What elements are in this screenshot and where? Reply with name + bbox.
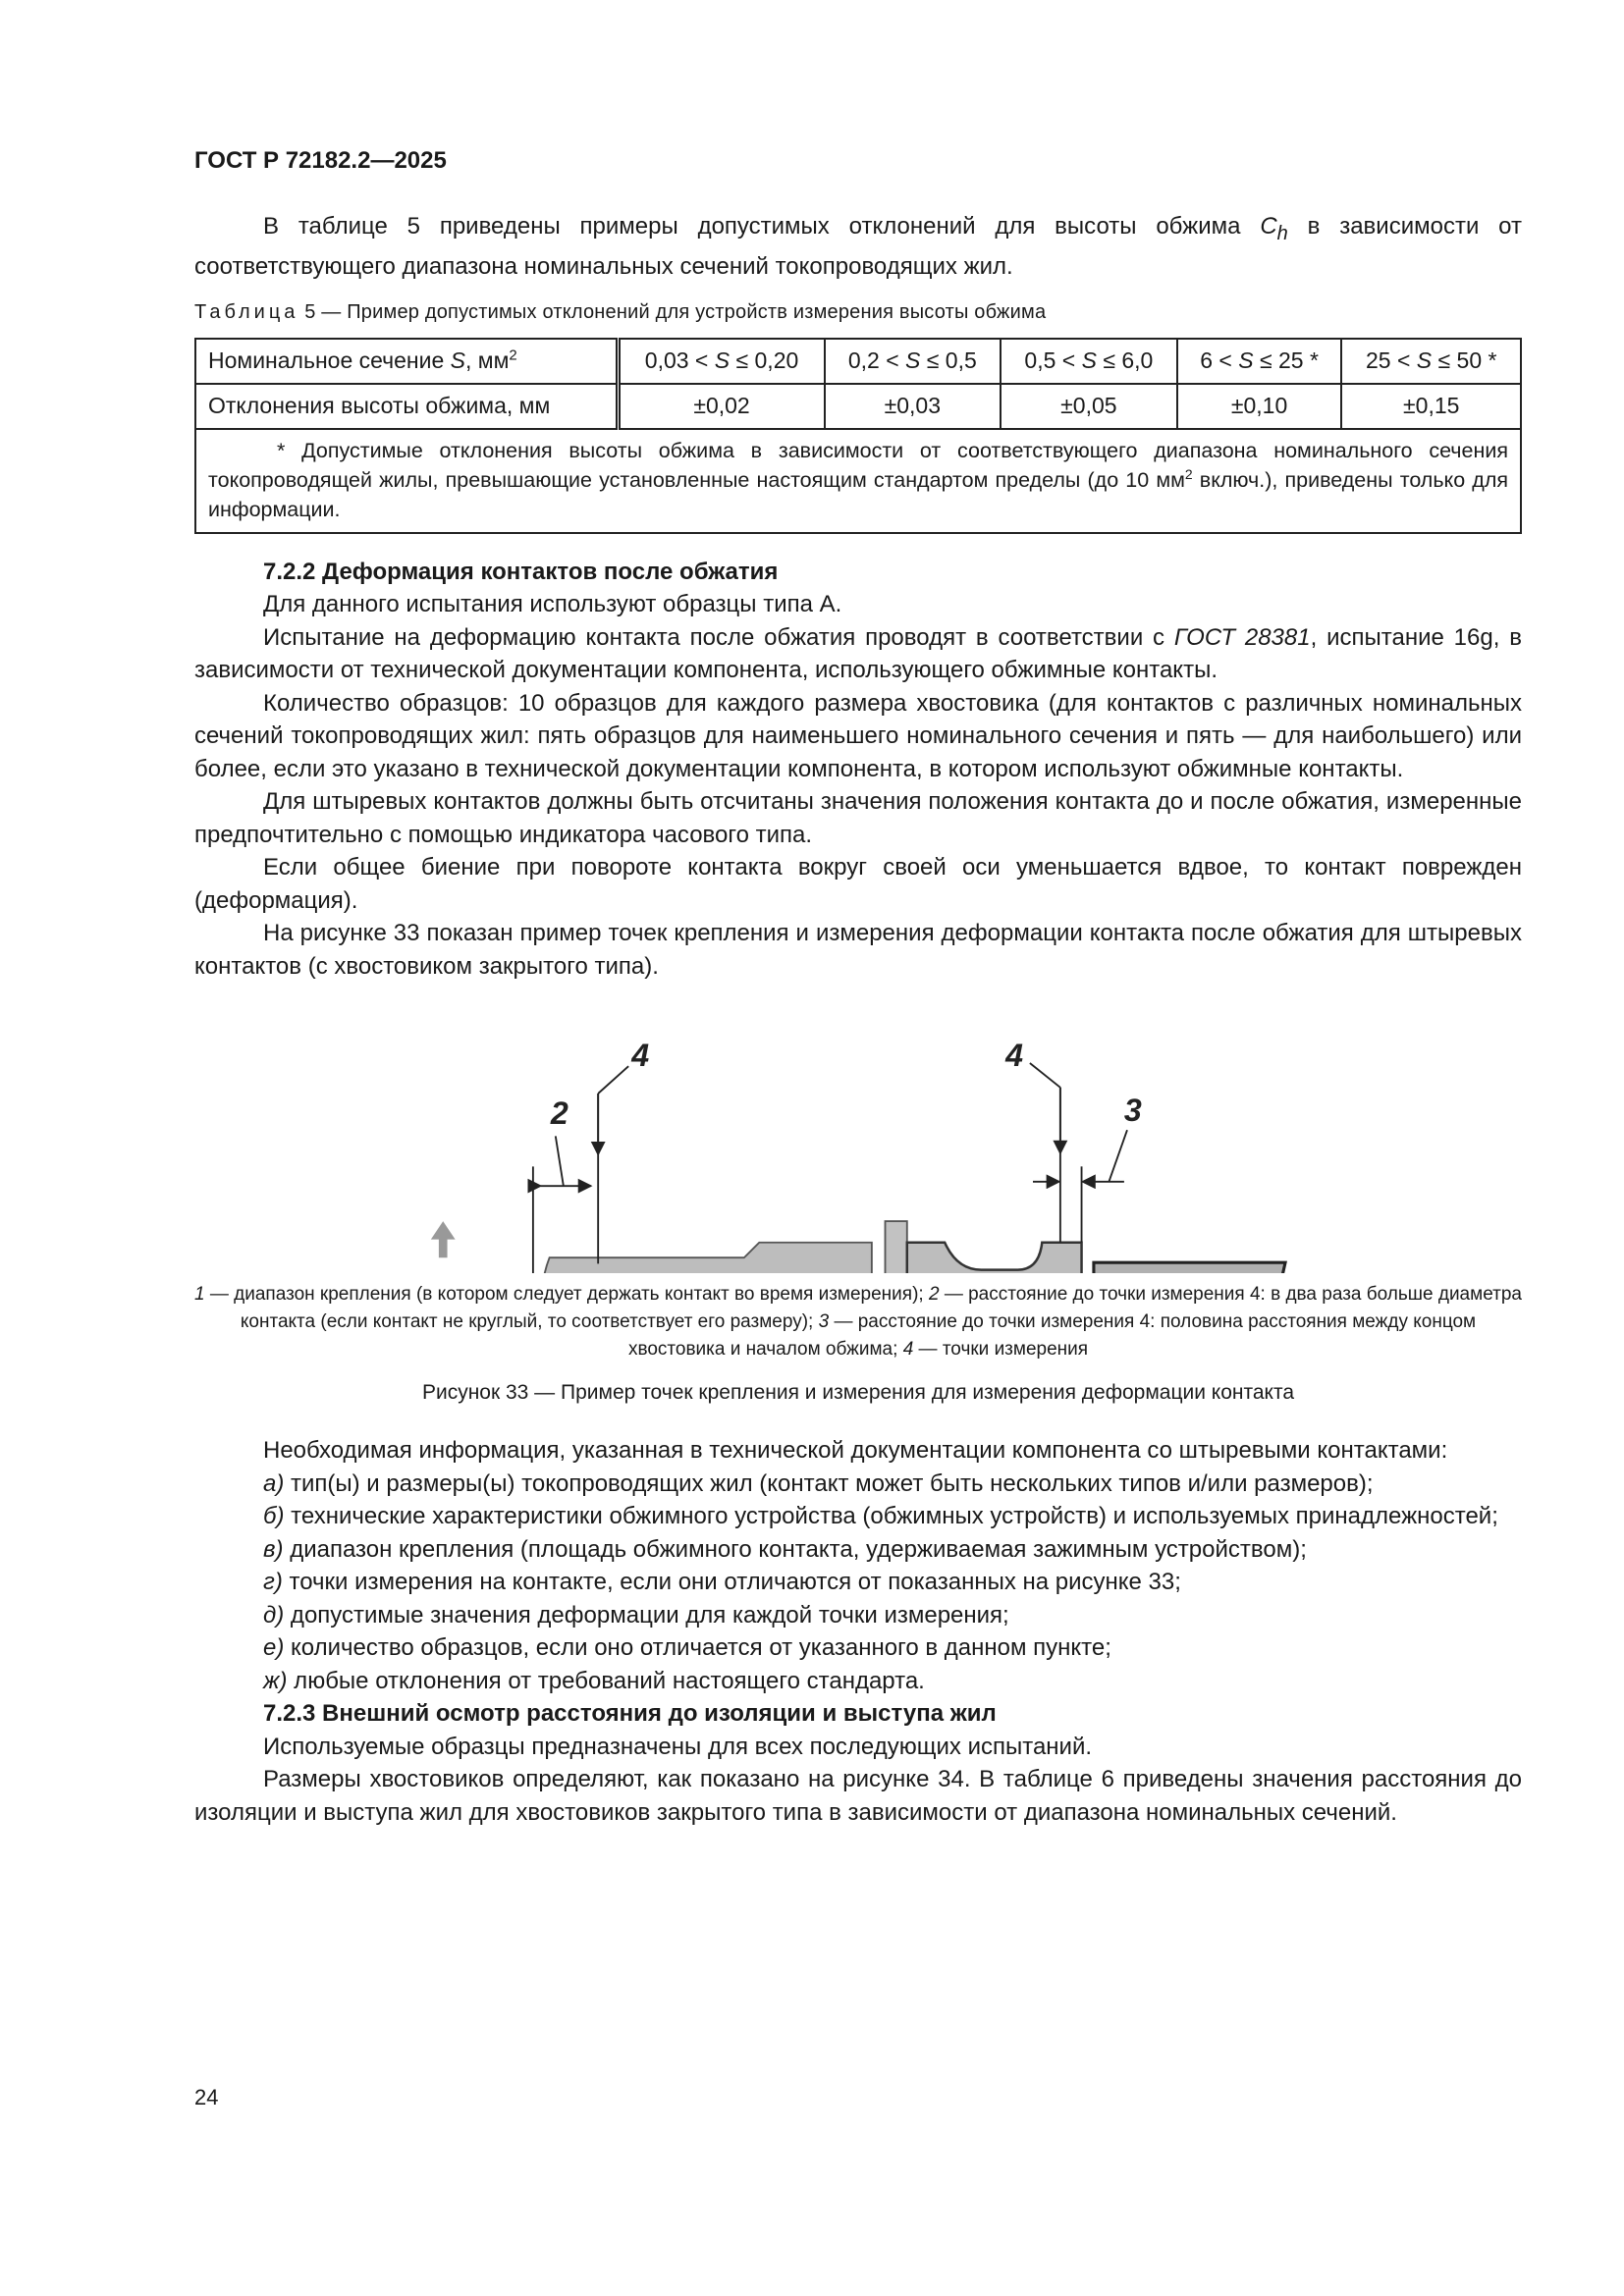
value-cell: ±0,10 [1177, 384, 1342, 429]
text: диапазон крепления (площадь обжимного контакта, удерживаемая зажимным устройством); [283, 1535, 1307, 1563]
symbol: S [1238, 347, 1254, 374]
list-marker: а) [263, 1469, 285, 1497]
table-row [195, 339, 1521, 384]
section-heading: 7.2.3 Внешний осмотр расстояния до изоляции и выступа жил [263, 1700, 997, 1728]
text: количество образцов, если оно отличается от указанного в данном пункте; [284, 1634, 1111, 1662]
row-header: Отклонения высоты обжима, мм [195, 384, 618, 429]
legend-key: 4 [902, 1339, 914, 1361]
label-4: 4 [1005, 1038, 1024, 1074]
list-marker: в) [263, 1535, 284, 1563]
paragraph: Для данного испытания используют образцы типа А. [263, 591, 842, 618]
list-marker: д) [263, 1601, 285, 1629]
label-2: 2 [550, 1095, 568, 1132]
text: точки измерения на контакте, если они отличаются от показанных на рисунке 33; [282, 1569, 1181, 1596]
legend-text: — точки измерения [913, 1339, 1089, 1361]
paragraph: Размеры хвостовиков определяют, как показано на рисунке 34. В таблице 6 приведены значения расстояния до изоляции и выступа жил для хвостовиков закрытого типа в зависимости от диапазона номинальных сечений. [194, 1766, 1522, 1826]
value-cell: ±0,05 [1001, 384, 1177, 429]
text: допустимые значения деформации для каждой точки измерения; [284, 1601, 1009, 1629]
row-header [195, 339, 618, 384]
range-cell [825, 339, 1001, 384]
paragraph: Количество образцов: 10 образцов для каждого размера хвостовика (для контактов с различных номинальных сечений токопроводящих жил: пять образцов для наименьшего номинального сечения и пять — для наибольшего) или более, если это указано в технической документации компонента, в котором используют обжимные контакты. [194, 689, 1522, 782]
section-heading: 7.2.2 Деформация контактов после обжатия [263, 558, 779, 585]
table-row [195, 384, 1521, 429]
text: 0,03 < [644, 347, 715, 374]
paragraph [194, 621, 1522, 687]
value-cell: ±0,15 [1341, 384, 1521, 429]
text: Испытание на деформацию контакта после обжатия проводят в соответствии с [263, 623, 1174, 651]
table-5 [194, 338, 1522, 534]
crimp-barrel [907, 1243, 1082, 1273]
symbol: S [1416, 347, 1433, 374]
list-item [194, 1468, 1522, 1501]
paragraph: Необходимая информация, указанная в технической документации компонента со штыревыми контактами: [263, 1437, 1448, 1465]
value-cell: ±0,02 [618, 384, 825, 429]
symbol-subscript: h [1276, 222, 1288, 244]
caption-text: 5 — Пример допустимых отклонений для устройств измерения высоты обжима [304, 300, 1047, 323]
text: 25 < [1366, 347, 1417, 374]
value-cell: ±0,03 [825, 384, 1001, 429]
symbol: S [450, 347, 466, 374]
rotation-arrow-icon [431, 1221, 456, 1273]
text: включ.), приведены только для информации. [208, 467, 1509, 521]
document-header: ГОСТ Р 72182.2—2025 [194, 147, 447, 174]
list-item [194, 1533, 1522, 1567]
symbol: C [1260, 213, 1277, 240]
text: тип(ы) и размеры(ы) токопроводящих жил (контакт может быть нескольких типов и/или размеров); [284, 1469, 1374, 1497]
superscript: 2 [1184, 465, 1193, 482]
list-item [194, 1631, 1522, 1665]
text: ≤ 0,5 [920, 347, 977, 374]
standard-reference: ГОСТ 28381 [1173, 623, 1311, 651]
legend-key: 1 [194, 1284, 205, 1306]
range-cell [1177, 339, 1342, 384]
list-item [194, 1500, 1522, 1533]
list-item [194, 1599, 1522, 1632]
list-item [194, 1566, 1522, 1599]
text: ≤ 0,20 [730, 347, 799, 374]
label-3: 3 [1123, 1093, 1142, 1129]
list-marker: б) [263, 1503, 285, 1530]
list-item [194, 1665, 1522, 1698]
intro-paragraph [194, 210, 1522, 284]
paragraph: Используемые образцы предназначены для всех последующих испытаний. [263, 1733, 1093, 1760]
label-4: 4 [631, 1038, 650, 1074]
range-cell [618, 339, 825, 384]
table-caption [194, 301, 1522, 324]
range-cell [1341, 339, 1521, 384]
list-marker: ж) [263, 1667, 288, 1694]
text: ≤ 50 * [1432, 347, 1497, 374]
text: 6 < [1200, 347, 1239, 374]
symbol: S [714, 347, 731, 374]
list-marker: г) [263, 1569, 283, 1596]
text: , испытание 16g, в зависимости от технической документации компонента, использующего обжимные контакты. [194, 623, 1522, 684]
page-number: 24 [194, 2085, 219, 2109]
figure-33 [373, 1008, 1316, 1273]
legend-key: 2 [928, 1284, 940, 1306]
symbol: S [905, 347, 921, 374]
paragraph: Если общее биение при повороте контакта вокруг своей оси уменьшается вдвое, то контакт поврежден (деформация). [194, 854, 1522, 914]
text: ≤ 6,0 [1096, 347, 1154, 374]
table-footnote-row [195, 429, 1521, 533]
paragraph: Для штыревых контактов должны быть отсчитаны значения положения контакта до и после обжатия, измеренные предпочтительно с помощью индикатора часового типа. [194, 788, 1522, 848]
wire-insulation [1094, 1262, 1285, 1273]
figure-legend [194, 1281, 1522, 1363]
text: * Допустимые отклонения высоты обжима в зависимости от соответствующего диапазона номинального сечения токопроводящей жилы, превышающие установленные настоящим стандартом пределы (до 10 мм [208, 438, 1508, 492]
text: 0,2 < [847, 347, 906, 374]
text: технические характеристики обжимного устройства (обжимных устройств) и используемых принадлежностей; [284, 1503, 1498, 1530]
paragraph: На рисунке 33 показан пример точек крепления и измерения деформации контакта после обжатия для штыревых контактов (с хвостовиком закрытого типа). [194, 920, 1522, 980]
text: , мм [465, 347, 510, 374]
symbol: S [1081, 347, 1097, 374]
figure-caption: Рисунок 33 — Пример точек крепления и измерения для измерения деформации контакта [421, 1381, 1295, 1405]
range-cell [1001, 339, 1177, 384]
contact-collar [885, 1221, 906, 1273]
legend-text: — диапазон крепления (в котором следует держать контакт во время измерения); [204, 1284, 929, 1306]
contact-drawing [373, 1008, 1316, 1273]
text: ≤ 25 * [1253, 347, 1319, 374]
legend-text: — расстояние до точки измерения 4: в два раза больше диаметра контакта (если контакт не круглый, то соответствует его размеру); [240, 1284, 1522, 1333]
text: 0,5 < [1024, 347, 1082, 374]
legend-text: — расстояние до точки измерения 4: половина расстояния между концом хвостовика и началом обжима; [627, 1311, 1477, 1361]
legend-key: 3 [818, 1311, 830, 1333]
text: Номинальное сечение [208, 347, 451, 374]
text: любые отклонения от требований настоящего стандарта. [287, 1667, 925, 1694]
contact-pin [542, 1243, 872, 1273]
superscript: 2 [509, 347, 517, 364]
caption-word: Таблица [194, 300, 299, 323]
list-marker: е) [263, 1634, 285, 1662]
text: В таблице 5 приведены примеры допустимых отклонений для высоты обжима [263, 213, 1261, 240]
table-footnote [195, 429, 1521, 533]
document-page [194, 147, 1522, 1829]
text: в зависимости от соответствующего диапазона номинальных сечений токопроводящих жил. [194, 213, 1522, 281]
